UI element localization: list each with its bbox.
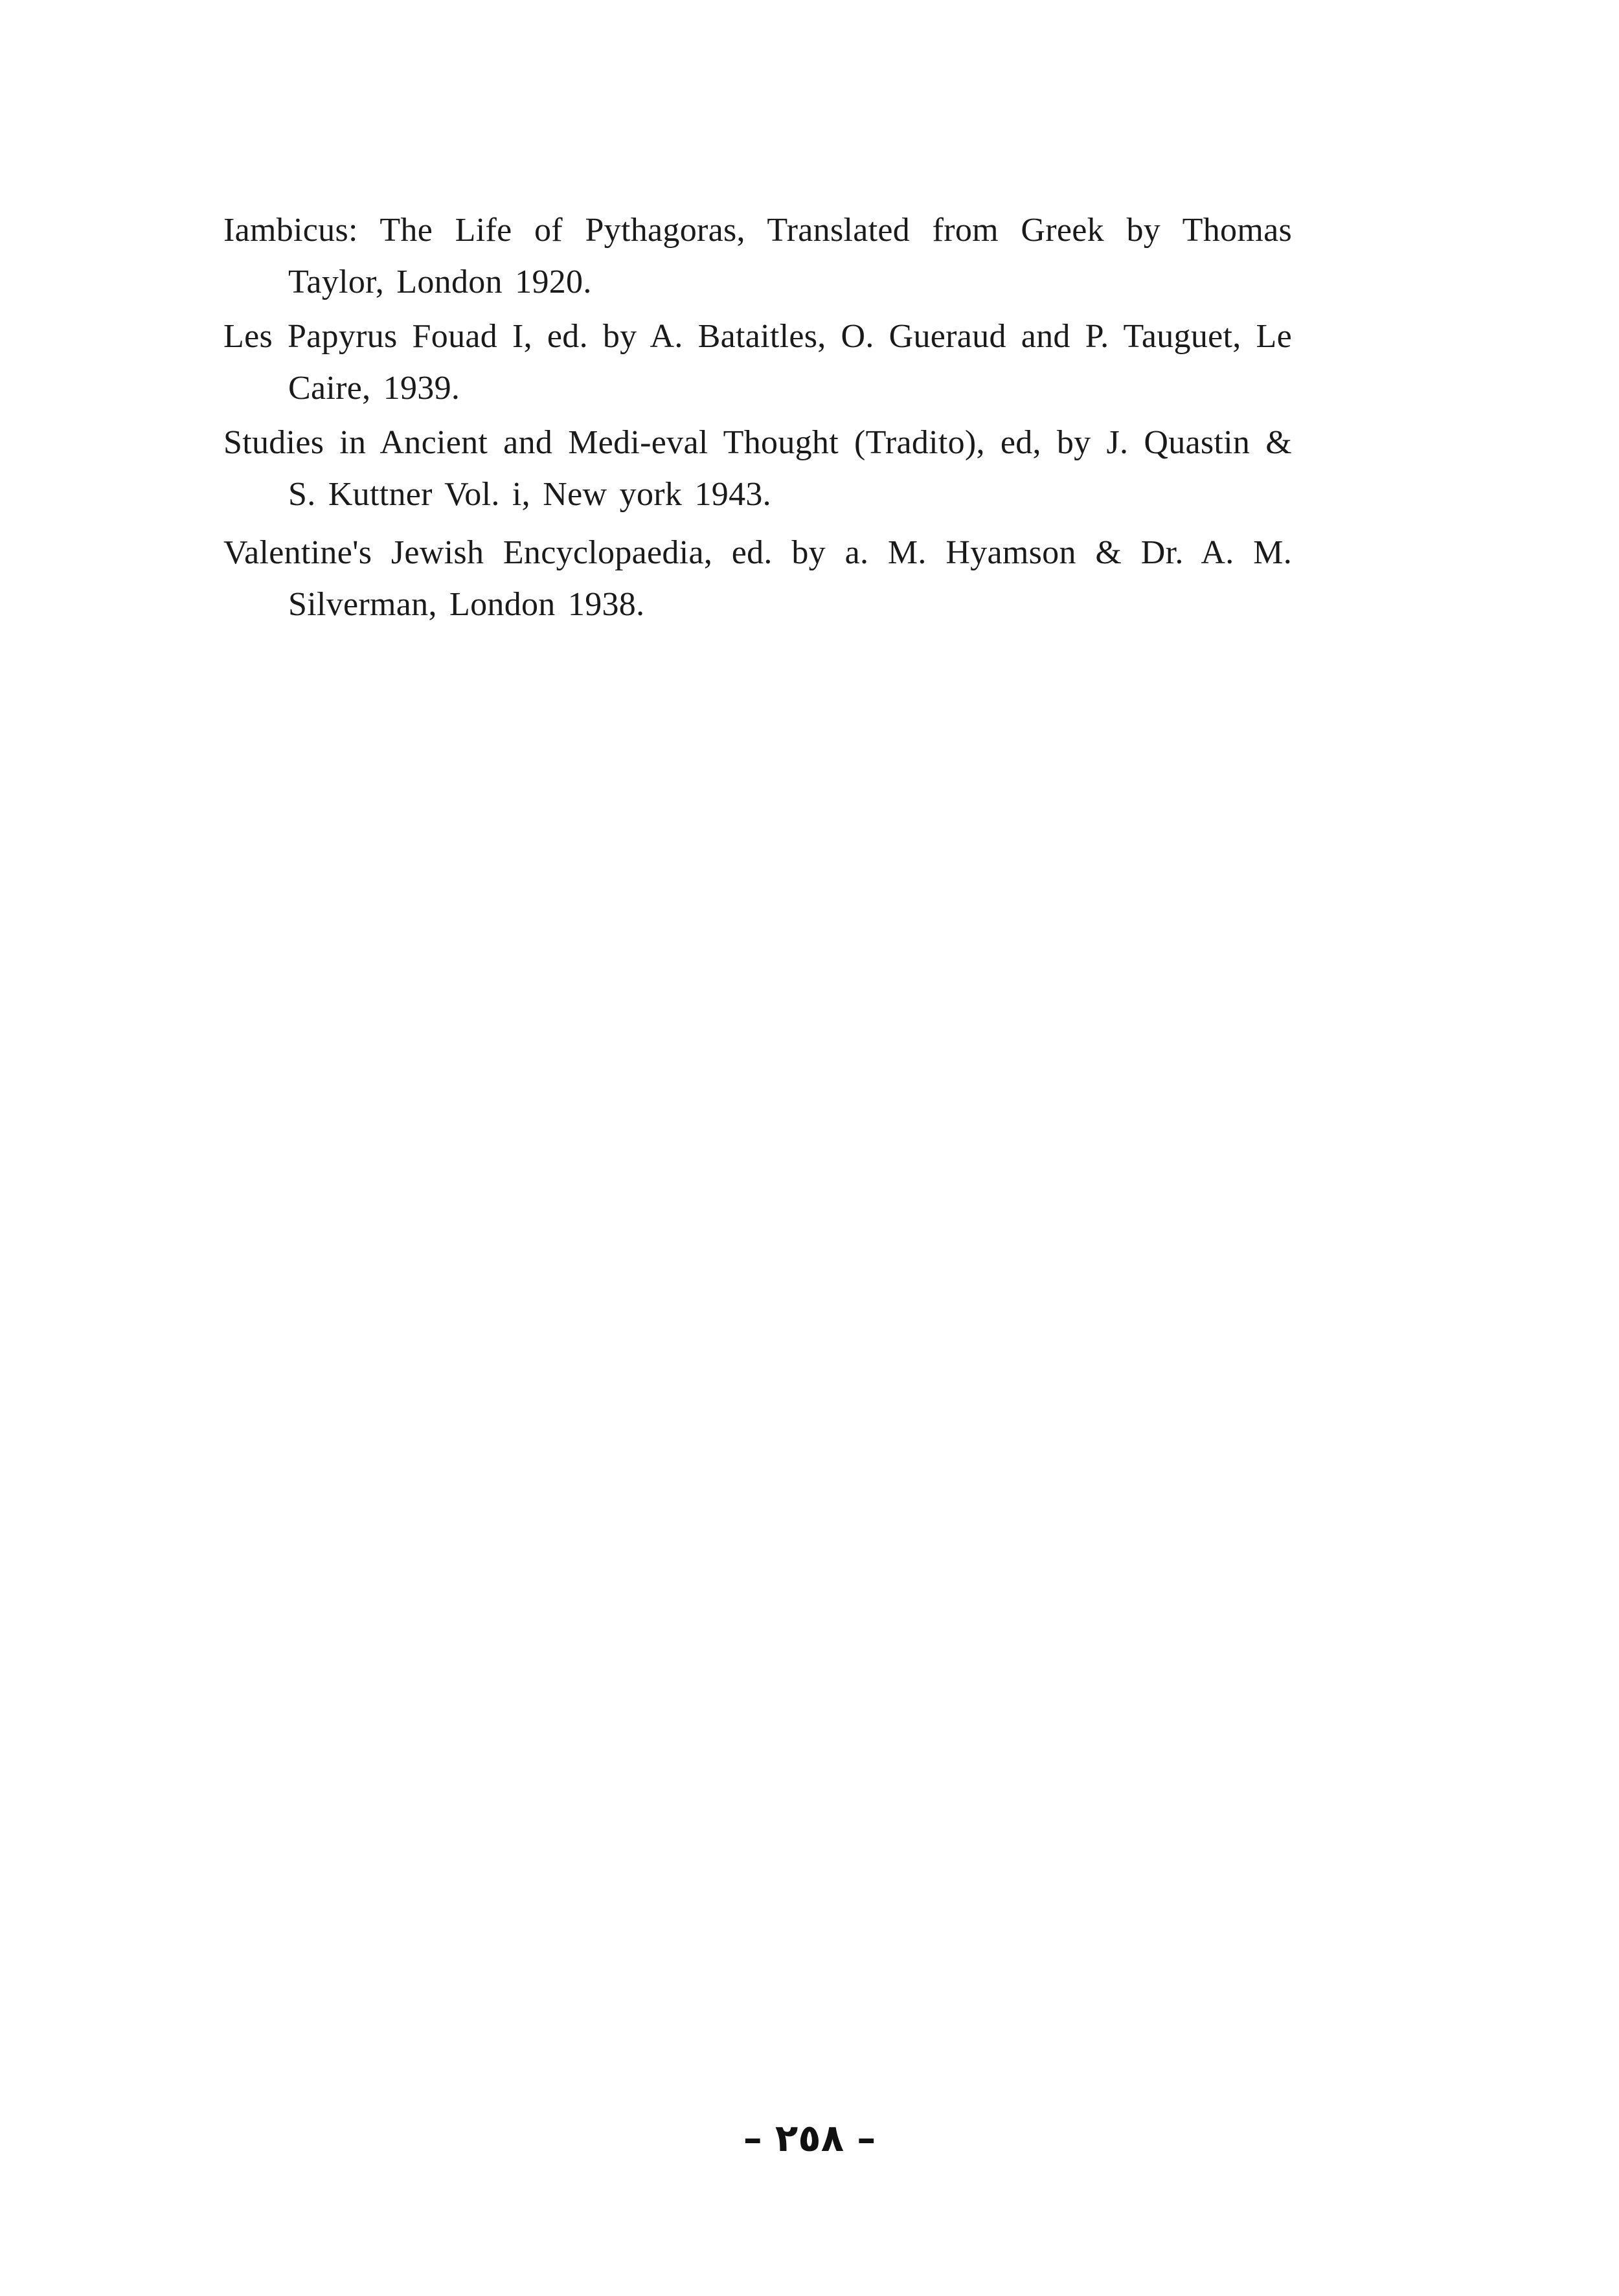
bibliography-entry: Iambicus: The Life of Pythagoras, Translated from Greek by Thomas Taylor, London 1920. bbox=[223, 212, 1292, 300]
bibliography-entry: Studies in Ancient and Medi-eval Thought (Tradito), ed, by J. Quastin & S. Kuttner Vol. i, New york 1943. bbox=[223, 424, 1292, 513]
bibliography-entry: Les Papyrus Fouad I, ed. by A. Bataitles, O. Gueraud and P. Tauguet, Le Caire, 1939. bbox=[223, 318, 1292, 407]
bibliography-entry: Valentine's Jewish Encyclopaedia, ed. by a. M. Hyamson & Dr. A. M. Silverman, London 1938. bbox=[223, 534, 1292, 623]
bibliography-list bbox=[223, 205, 1292, 633]
page-number: – ٢٥٨ – bbox=[743, 2116, 876, 2160]
